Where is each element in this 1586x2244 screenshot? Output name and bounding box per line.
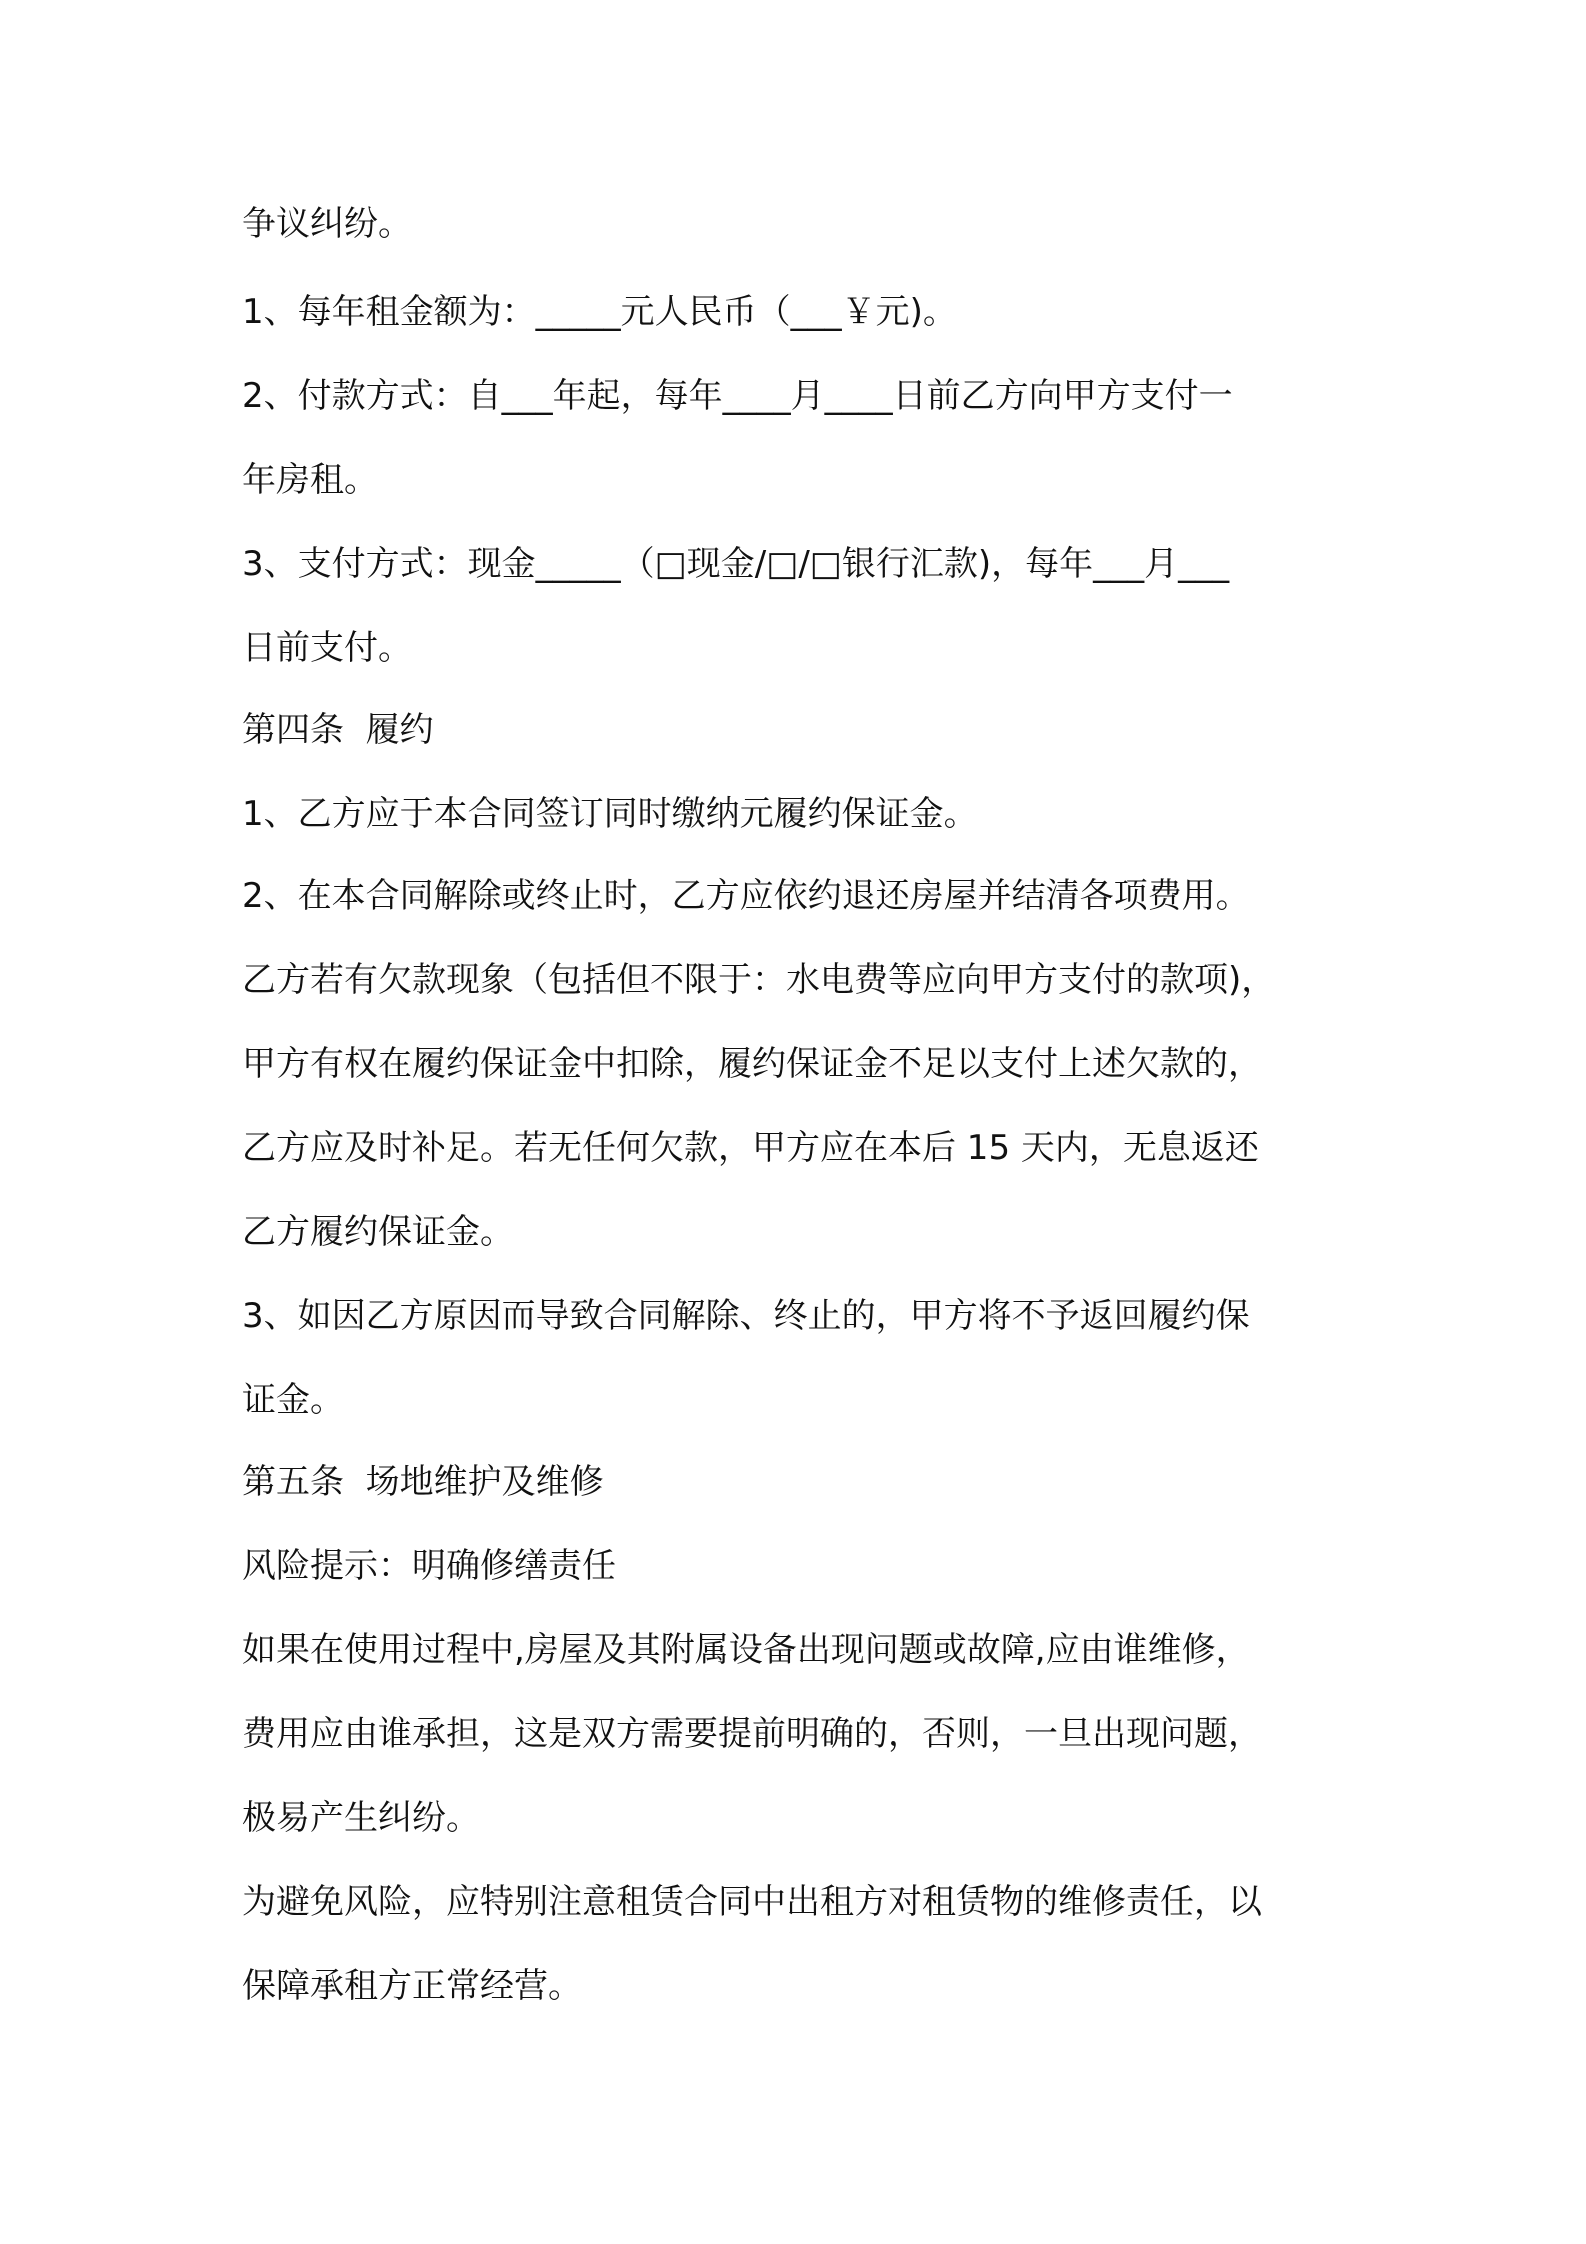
text-line: 为避免风险，应特别注意租赁合同中出租方对租赁物的维修责任，以 xyxy=(242,1882,1262,1922)
text-line: 乙方应及时补足。若无任何欠款，甲方应在本后 15 天内，无息返还 xyxy=(242,1128,1259,1168)
text-line: 2、付款方式：自___年起，每年____月____日前乙方向甲方支付一 xyxy=(242,376,1233,416)
text-line: 费用应由谁承担，这是双方需要提前明确的，否则，一旦出现问题， xyxy=(242,1714,1262,1754)
text-line: 保障承租方正常经营。 xyxy=(242,1966,582,2006)
text-line: 证金。 xyxy=(242,1380,344,1420)
text-line: 乙方若有欠款现象（包括但不限于：水电费等应向甲方支付的款项)， xyxy=(242,960,1276,1000)
text-line: 乙方履约保证金。 xyxy=(242,1212,514,1252)
section-heading: 第四条 履约 xyxy=(242,710,434,750)
text-line: 1、每年租金额为：_____元人民币（___￥元)。 xyxy=(242,292,957,332)
text-line: 风险提示：明确修缮责任 xyxy=(242,1546,616,1586)
text-line: 3、支付方式：现金_____（□现金/□/□银行汇款)，每年___月___ xyxy=(242,544,1230,584)
section-heading: 第五条 场地维护及维修 xyxy=(242,1462,604,1502)
text-line: 甲方有权在履约保证金中扣除，履约保证金不足以支付上述欠款的， xyxy=(242,1044,1262,1084)
text-line: 年房租。 xyxy=(242,460,378,500)
text-line: 2、在本合同解除或终止时，乙方应依约退还房屋并结清各项费用。 xyxy=(242,876,1250,916)
text-line: 极易产生纠纷。 xyxy=(242,1798,480,1838)
text-line: 3、如因乙方原因而导致合同解除、终止的，甲方将不予返回履约保 xyxy=(242,1296,1250,1336)
text-line: 如果在使用过程中,房屋及其附属设备出现问题或故障,应由谁维修， xyxy=(242,1630,1250,1670)
text-line: 1、乙方应于本合同签订同时缴纳元履约保证金。 xyxy=(242,794,978,834)
text-line: 日前支付。 xyxy=(242,628,412,668)
text-line: 争议纠纷。 xyxy=(242,204,412,244)
